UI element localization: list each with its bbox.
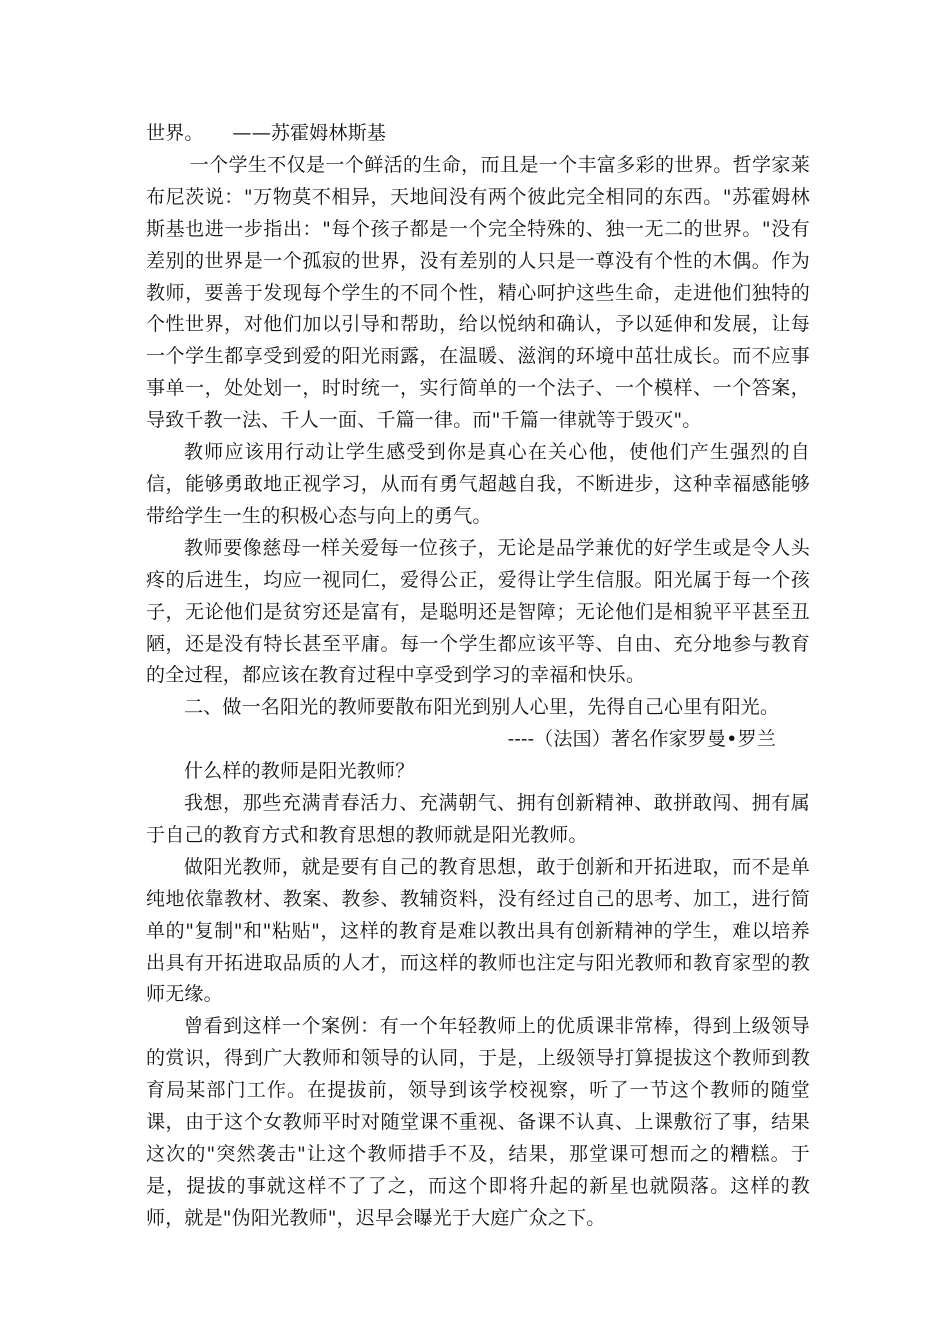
document-page <box>146 118 810 1235</box>
body-paragraph: 曾看到这样一个案例：有一个年轻教师上的优质课非常棒，得到上级领导的赏识，得到广大教师和领导的认同，于是，上级领导打算提拔这个教师到教育局某部门工作。在提拔前，领导到该学校视察，听了一节这个教师的随堂课，由于这个女教师平时对随堂课不重视、备课不认真、上课敷衍了事，结果这次的"突然袭击"让这个教师措手不及，结果，那堂课可想而之的糟糕。于是，提拔的事就这样不了了之，而这个即将升起的新星也就陨落。这样的教师，就是"伪阳光教师"，迟早会曝光于大庭广众之下。 <box>146 1015 810 1229</box>
body-paragraph: 教师应该用行动让学生感受到你是真心在关心他，使他们产生强烈的自信，能够勇敢地正视学习，从而有勇气超越自我，不断进步，这种幸福感能够带给学生一生的积极心态与向上的勇气。 <box>146 441 810 527</box>
section-heading: 二、做一名阳光的教师要散布阳光到别人心里，先得自己心里有阳光。 <box>184 696 780 719</box>
body-paragraph: 做阳光教师，就是要有自己的教育思想，敢于创新和开拓进取，而不是单纯地依靠教材、教案、教参、教辅资料，没有经过自己的思考、加工，进行简单的"复制"和"粘贴"，这样的教育是难以教出具有创新精神的学生，难以培养出具有开拓进取品质的人才，而这样的教师也注定与阳光教师和教育家型的教师无缘。 <box>146 855 810 1006</box>
body-paragraph: 什么样的教师是阳光教师？ <box>184 760 415 783</box>
body-paragraph: 教师要像慈母一样关爱每一位孩子，无论是品学兼优的好学生或是令人头疼的后进生，均应一视同仁，爱得公正，爱得让学生信服。阳光属于每一个孩子，无论他们是贫穷还是富有，是聪明还是智障；无论他们是相貌平平甚至丑陋，还是没有特长甚至平庸。每一个学生都应该平等、自由、充分地参与教育的全过程，都应该在教育过程中享受到学习的幸福和快乐。 <box>146 536 810 687</box>
body-paragraph: 一个学生不仅是一个鲜活的生命，而且是一个丰富多彩的世界。哲学家莱布尼茨说："万物莫不相异，天地间没有两个彼此完全相同的东西。"苏霍姆林斯基也进一步指出："每个孩子都是一个完全特殊的、独一无二的世界。"没有差别的世界是一个孤寂的世界，没有差别的人只是一尊没有个性的木偶。作为教师，要善于发现每个学生的不同个性，精心呵护这些生命，走进他们独特的个性世界，对他们加以引导和帮助，给以悦纳和确认，予以延伸和发展，让每一个学生都享受到爱的阳光雨露，在温暖、滋润的环境中茁壮成长。而不应事事单一，处处划一，时时统一，实行简单的一个法子、一个模样、一个答案，导致千教一法、千人一面、千篇一律。而"千篇一律就等于毁灭"。 <box>146 153 810 432</box>
quote-attribution: ----（法国）著名作家罗曼•罗兰 <box>507 728 776 751</box>
body-paragraph: 我想，那些充满青春活力、充满朝气、拥有创新精神、敢拼敢闯、拥有属于自己的教育方式和教育思想的教师就是阳光教师。 <box>146 792 810 846</box>
quote-ending-line: 世界。 ——苏霍姆林斯基 <box>146 122 387 144</box>
